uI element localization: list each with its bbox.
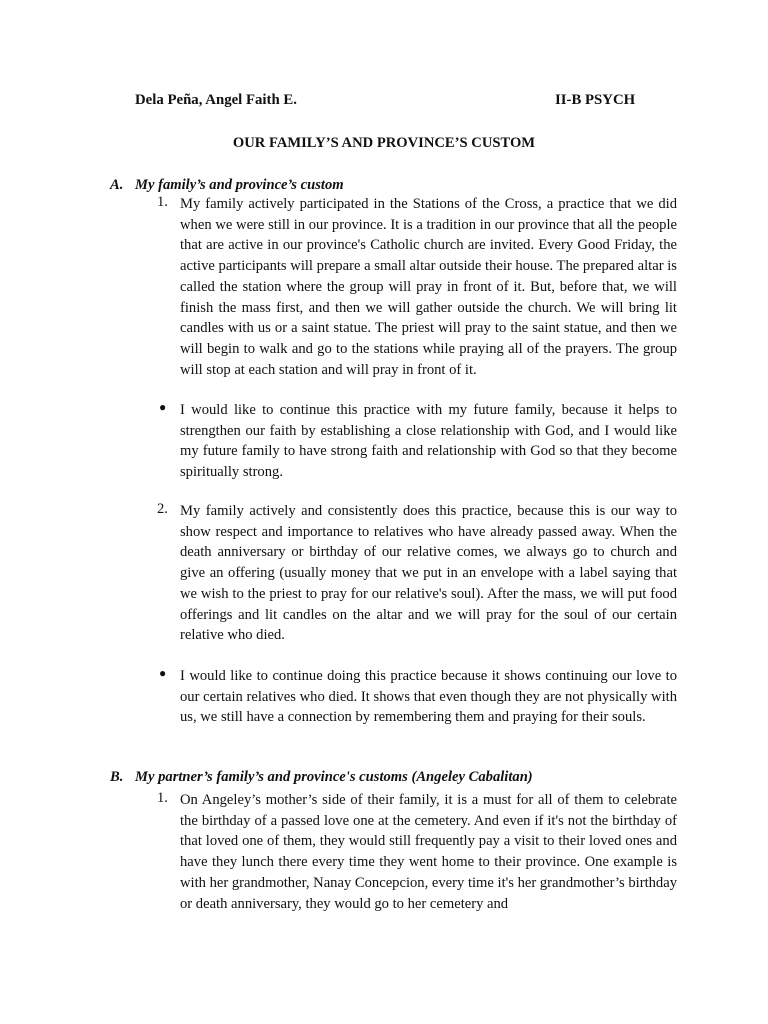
bullet-icon: ●: [159, 666, 167, 680]
item-number: 1.: [157, 194, 168, 210]
section-b-label: B.: [110, 769, 124, 785]
item-text: I would like to continue doing this practice because it shows continuing our love to our certain relatives who died. It shows that even though they are not physically with us, we still have a connection by remembering them and praying for their souls.: [180, 668, 677, 726]
list-item: [157, 790, 677, 914]
section-a-title: My family’s and province’s custom: [135, 177, 344, 193]
item-text: I would like to continue this practice with my future family, because it helps to strengthen our faith by establishing a close relationship with God, and I would like my future family to have strong faith and relationship with God so that they become spiritually strong.: [180, 402, 677, 481]
section-a-label: A.: [110, 177, 124, 193]
page-title: OUR FAMILY’S AND PROVINCE’S CUSTOM: [232, 135, 536, 151]
list-item: [157, 666, 677, 728]
class-section: II-B PSYCH: [555, 92, 636, 108]
list-item: [157, 194, 677, 380]
student-name: Dela Peña, Angel Faith E.: [135, 92, 297, 108]
bullet-icon: ●: [159, 400, 167, 414]
item-text: On Angeley’s mother’s side of their family, it is a must for all of them to celebrate the birthday of a passed love one at the cemetery. And even if it's not the birthday of that loved one of them, they would still frequently pay a visit to their loved ones and have they lunch there every time they went home to their province. One example is with her grandmother, Nanay Concepcion, every time it's her grandmother’s birthday or death anniversary, they would go to her cemetery and: [180, 792, 678, 912]
section-b-title: My partner’s family’s and province's customs (Angeley Cabalitan): [135, 769, 533, 785]
item-number: 2.: [157, 501, 168, 517]
item-text: My family actively participated in the Stations of the Cross, a practice that we did when we were still in our province. It is a tradition in our province that all the people that are active in our province's Catholic church are invited. Every Good Friday, the active participants will prepare a small altar outside their house. The prepared altar is called the station where the group will pray in front of it. But, before that, we will finish the mass first, and then we will gather outside the church. We will bring lit candles with us or a saint statue. The priest will pray to the saint statue, and then we will begin to walk and go to the stations while praying all of the prayers. The group will stop at each station and will pray in front of it.: [180, 196, 677, 378]
list-item: [157, 400, 677, 483]
item-text: My family actively and consistently does this practice, because this is our way to show respect and importance to relatives who have already passed away. When the death anniversary or birthday of our relative comes, we always go to church and give an offering (usually money that we put in an envelope with a label saying that we wish to the priest to pray for our relative's soul). After the mass, we will put food offerings and lit candles on the altar and we will pray for the soul of our certain relative who died.: [180, 503, 677, 644]
item-number: 1.: [157, 790, 168, 806]
section-b-heading: [110, 769, 680, 786]
section-a-heading: [110, 177, 680, 194]
list-item: [157, 501, 677, 646]
